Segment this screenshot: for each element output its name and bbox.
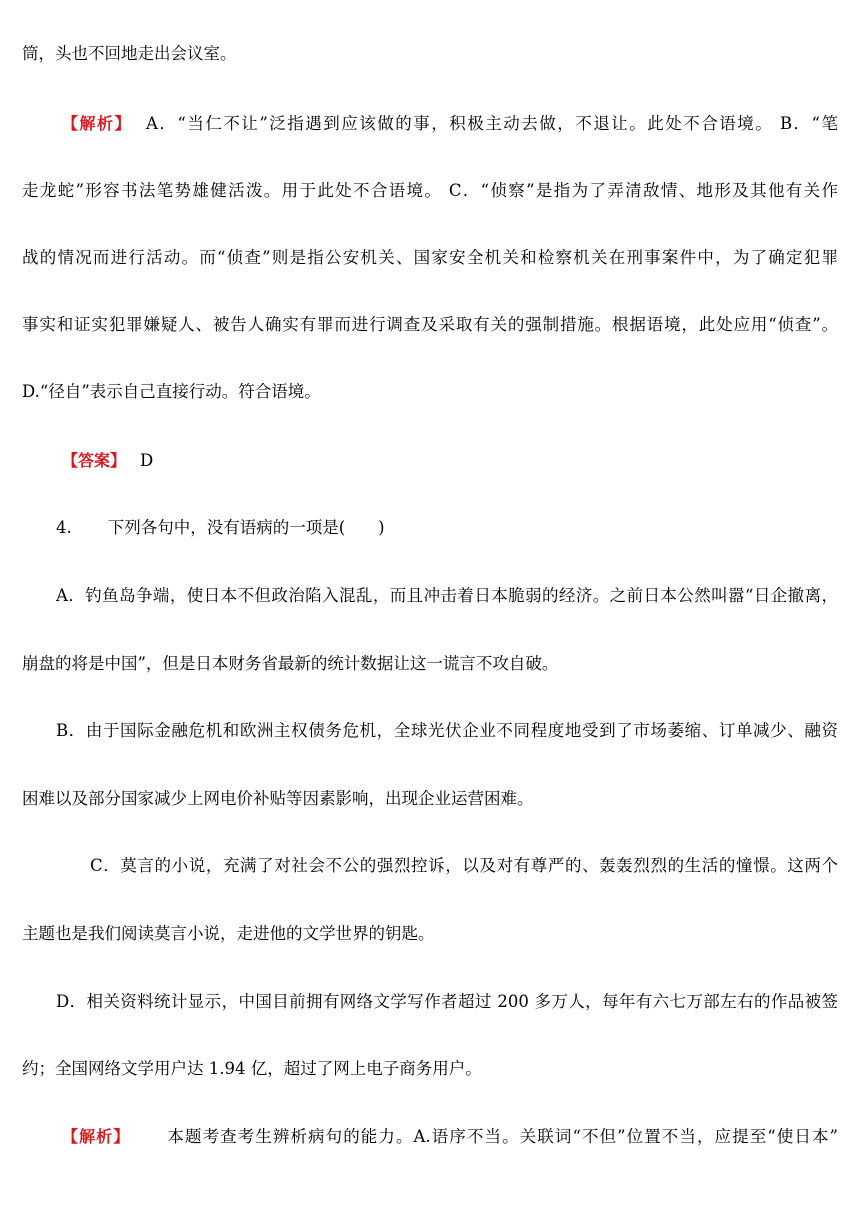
answer-value: D bbox=[140, 451, 154, 470]
line-text: D．相关资料统计显示，中国目前拥有网络文学写作者超过 200 多万人，每年有六七万部左右的作品被签 bbox=[56, 992, 838, 1011]
question-text: 下列各句中，没有语病的一项是( ) bbox=[107, 518, 385, 537]
line-text: 筒，头也不回地走出会议室。 bbox=[22, 44, 237, 63]
line-text: A．“当仁不让”泛指遇到应该做的事，积极主动去做，不退让。此处不合语境。 B．“笔 bbox=[146, 114, 838, 133]
answer-tag: 【答案】 bbox=[62, 451, 127, 470]
text-line bbox=[22, 652, 838, 676]
analysis-tag: 【解析】 bbox=[62, 1127, 131, 1146]
analysis-tag: 【解析】 bbox=[62, 114, 132, 133]
text-line bbox=[22, 179, 838, 203]
option-a-line bbox=[56, 584, 838, 608]
line-text: 走龙蛇”形容书法笔势雄健活泼。用于此处不合语境。 C．“侦察”是指为了弄清敌情、地形及其他有关作 bbox=[22, 181, 838, 200]
line-text: C．莫言的小说，充满了对社会不公的强烈控诉，以及对有尊严的、轰轰烈烈的生活的憧憬。这两个 bbox=[90, 856, 838, 875]
line-text: 约；全国网络文学用户达 1.94 亿，超过了网上电子商务用户。 bbox=[22, 1059, 482, 1078]
line-text: 本题考查考生辨析病句的能力。A.语序不当。关联词“不但”位置不当，应提至“使日本” bbox=[166, 1127, 838, 1146]
line-text: 事实和证实犯罪嫌疑人、被告人确实有罪而进行调查及采取有关的强制措施。根据语境，此处应用“侦查”。 bbox=[22, 315, 838, 334]
line-text: B．由于国际金融危机和欧洲主权债务危机，全球光伏企业不同程度地受到了市场萎缩、订单减少、融资 bbox=[56, 721, 838, 740]
text-line bbox=[22, 42, 838, 66]
analysis-line bbox=[62, 112, 838, 136]
analysis-line bbox=[62, 1125, 838, 1149]
question-number: 4. bbox=[56, 518, 72, 537]
option-b-line bbox=[56, 719, 838, 743]
answer-line bbox=[62, 449, 838, 473]
text-line bbox=[22, 313, 838, 337]
option-d-line bbox=[56, 990, 838, 1014]
text-line bbox=[22, 246, 838, 270]
line-text: 崩盘的将是中国”，但是日本财务省最新的统计数据让这一谎言不攻自破。 bbox=[22, 654, 559, 673]
text-line bbox=[22, 1057, 838, 1081]
option-c-line bbox=[90, 854, 838, 878]
line-text: 战的情况而进行活动。而“侦查”则是指公安机关、国家安全机关和检察机关在刑事案件中，为了确定犯罪 bbox=[22, 248, 838, 267]
text-line bbox=[22, 380, 838, 404]
text-line bbox=[22, 787, 838, 811]
line-text: A．钓鱼岛争端，使日本不但政治陷入混乱，而且冲击着日本脆弱的经济。之前日本公然叫嚣“日企撤离， bbox=[56, 586, 838, 605]
line-text: 困难以及部分国家减少上网电价补贴等因素影响，出现企业运营困难。 bbox=[22, 789, 534, 808]
line-text: D.“径自”表示自己直接行动。符合语境。 bbox=[22, 382, 321, 401]
question-line bbox=[56, 516, 838, 540]
line-text: 主题也是我们阅读莫言小说，走进他的文学世界的钥匙。 bbox=[22, 924, 435, 943]
text-line bbox=[22, 922, 838, 946]
